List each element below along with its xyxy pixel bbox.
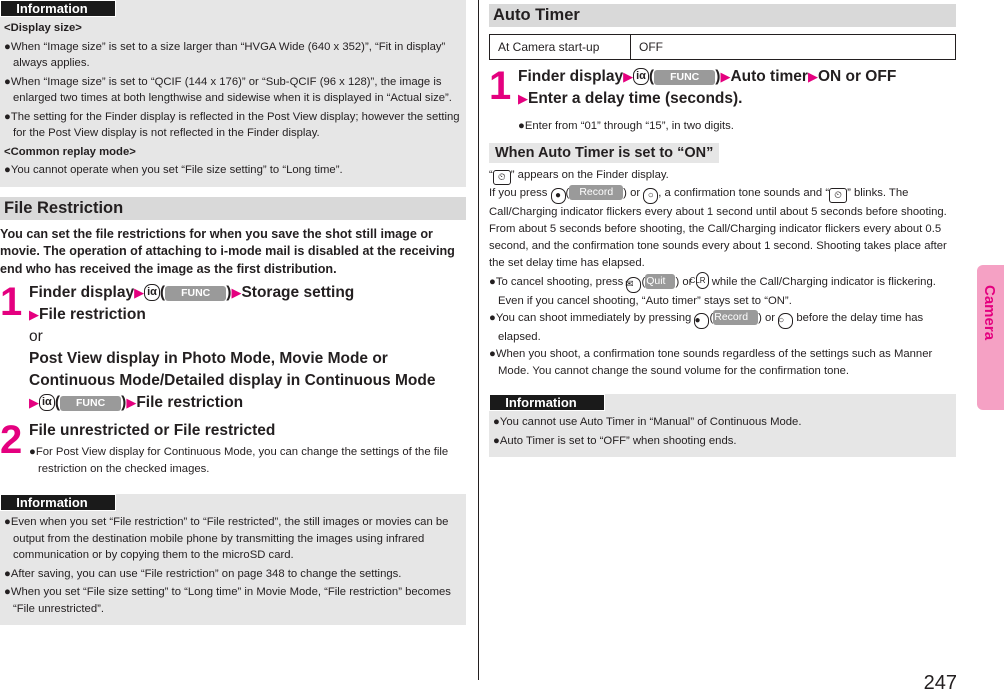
arrow-right-icon: ▶: [231, 285, 242, 300]
record-key-icon: ●: [551, 188, 566, 204]
subsection-title-when-on: When Auto Timer is set to “ON”: [489, 143, 719, 163]
arrow-right-icon: ▶: [720, 69, 731, 84]
table-label: At Camera start-up: [490, 35, 631, 60]
timer-icon: ⏲: [493, 170, 511, 185]
immediate-note: ●You can shoot immediately by pressing ● (Record ) or ○ before the delay time has elapsed.: [489, 311, 924, 343]
cancel-note: ●To cancel shooting, press ✉ (Quit ) or CLR while the Call/Charging indicator is flickering. Even if you cancel shooting, “Auto timer” stays set to “ON”.: [489, 272, 956, 310]
step-1-body: Finder display▶ iα ( FUNC )▶Storage setting ▶File restriction or Post View display in Photo Mode, Movie Mode or Continuous Mode/Detailed display in Continuous Mode ▶ iα ( FUNC )▶File restriction: [29, 284, 436, 411]
step-2: [0, 420, 466, 478]
record-softkey-icon: Record: [569, 185, 623, 200]
info-box-display-size: [0, 0, 466, 187]
info-item: ●When you set “File size setting” to “Long time” in Movie Mode, “File restriction” becomes “File unrestricted”.: [4, 586, 451, 615]
info-tab: Information: [0, 494, 116, 511]
timer-step-body: Finder display▶ iα ( FUNC )▶Auto timer▶ON or OFF ▶Enter a delay time (seconds).: [518, 68, 897, 107]
info-item: ●Even when you set “File restriction” to “File restricted”, the still images or movies can be output from the destination mobile phone by transmitting the images using infrared communication or by copying them to the microSD card.: [4, 516, 449, 561]
arrow-right-icon: ▶: [126, 395, 137, 410]
info-box-auto-timer: [489, 394, 956, 457]
step-number: 1: [489, 64, 510, 108]
section-title-file-restriction: File Restriction: [0, 197, 466, 220]
arrow-right-icon: ▶: [623, 69, 634, 84]
info-item: ●You cannot use Auto Timer in “Manual” of Continuous Mode.: [493, 416, 802, 428]
right-column: [489, 0, 956, 457]
record-softkey-icon: Record: [713, 310, 758, 325]
default-setting-table: [489, 34, 956, 60]
section-title-auto-timer: Auto Timer: [489, 4, 956, 27]
timer-icon-line: “ ⏲ ” appears on the Finder display.: [489, 169, 669, 183]
timer-icon: ⏲: [829, 188, 847, 203]
arrow-right-icon: ▶: [134, 285, 145, 300]
record-key-icon: ●: [694, 313, 709, 329]
step-2-body: File unrestricted or File restricted: [29, 422, 276, 439]
info-item: ●You cannot operate when you set “File size setting” to “Long time”.: [4, 164, 343, 176]
func-softkey-icon: FUNC: [60, 396, 121, 411]
file-restriction-lead: You can set the file restrictions for when you save the shot still image or movie. The operation of attaching to i-mode mail is disabled at the receiving end who has received the image as the first distribution.: [0, 226, 455, 276]
info-item: ●When “Image size” is set to “QCIF (144 x 176)” or “Sub-QCIF (96 x 128)”, the image is enlarged two times at both lengthwise and sidewise when it is displayed in “Actual size”.: [4, 75, 452, 104]
i-key-icon: iα: [39, 394, 55, 411]
info-item: ●After saving, you can use “File restriction” on page 348 to change the settings.: [4, 567, 402, 580]
func-softkey-icon: FUNC: [654, 70, 715, 85]
timer-step-1: [489, 66, 956, 135]
info-item: ●When “Image size” is set to a size larger than “HVGA Wide (640 x 352)”, “Fit in display” always applies.: [4, 40, 446, 69]
step-note: ●For Post View display for Continuous Mode, you can change the settings of the file restriction on the checked images.: [29, 446, 449, 475]
left-column: [0, 0, 466, 625]
info-box-restriction: [0, 494, 466, 625]
info-item: ●The setting for the Finder display is reflected in the Post View display; however the setting for the Post View display is not reflected in the Finder display.: [4, 110, 460, 139]
arrow-right-icon: ▶: [518, 91, 528, 106]
display-size-header: <Display size>: [4, 22, 82, 34]
quit-softkey-icon: Quit: [645, 274, 675, 289]
info-item: ●Auto Timer is set to “OFF” when shooting ends.: [493, 434, 737, 447]
i-key-icon: iα: [633, 68, 649, 85]
page-number: 247: [923, 672, 957, 694]
chapter-tab-camera: Camera: [977, 265, 1004, 410]
arrow-right-icon: ▶: [807, 69, 818, 84]
mail-key-icon: ✉: [626, 277, 641, 293]
arrow-right-icon: ▶: [29, 395, 39, 410]
table-value: OFF: [631, 35, 956, 60]
when-on-paragraph: If you press ● ( Record ) or ○ , a confirmation tone sounds and “ ⏲ ” blinks. The Call/Charging indicator flickers every about 1 second until about 5 seconds before shooting. From about 5 seconds before shooting, the Call/Charging indicator flickers every about 0.5 second, and the confirmation tone sounds every about 1 second. Shooting takes place after the set delay time has elapsed.: [489, 186, 947, 269]
tone-note: ●When you shoot, a confirmation tone sounds regardless of the settings such as Manner Mode. You cannot change the sound volume for the confirmation tone.: [489, 348, 933, 377]
i-key-icon: iα: [144, 284, 160, 301]
info-tab: Information: [489, 394, 605, 411]
info-tab: Information: [0, 0, 116, 17]
step-note: ●Enter from “01” through “15”, in two digits.: [518, 120, 734, 132]
clr-key-icon: CLR: [696, 272, 709, 289]
step-number: 2: [0, 418, 21, 462]
center-key-icon: ○: [778, 313, 793, 329]
center-key-icon: ○: [643, 188, 658, 204]
step-number: 1: [0, 280, 21, 324]
step-1: [0, 282, 466, 414]
func-softkey-icon: FUNC: [165, 286, 226, 301]
arrow-right-icon: ▶: [29, 307, 39, 322]
replay-mode-header: <Common replay mode>: [4, 145, 136, 158]
column-divider: [478, 0, 479, 680]
